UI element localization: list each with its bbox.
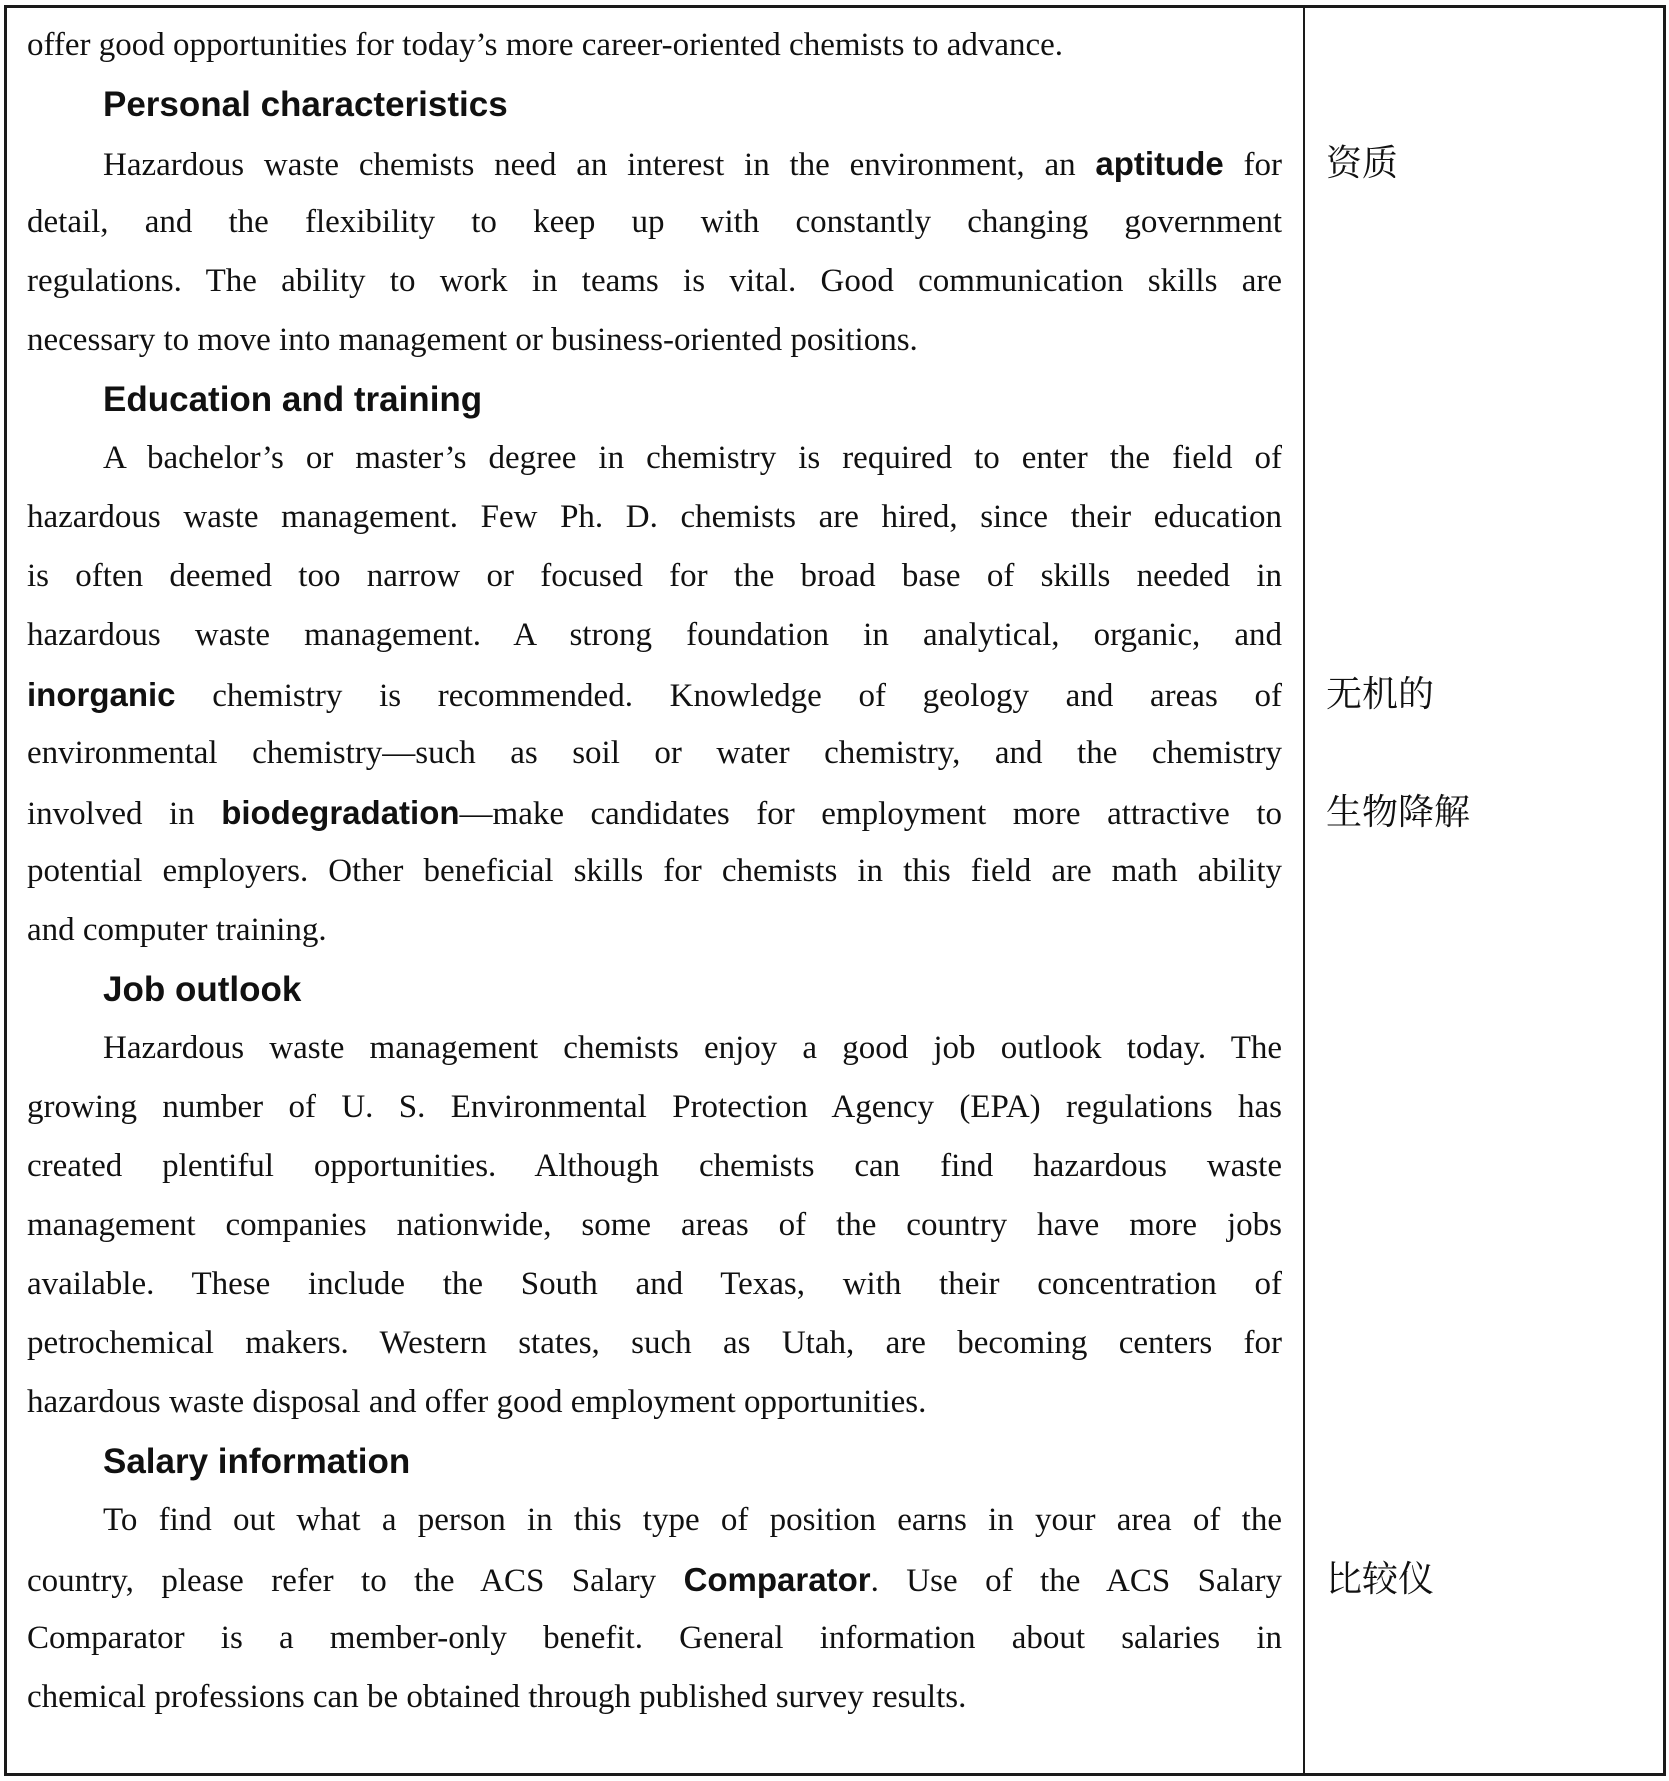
heading-salary-information: Salary information <box>103 1442 411 1481</box>
salary-line-2: country, please refer to the ACS Salary Comparator. Use of the ACS Salary <box>27 1561 1282 1599</box>
education-line-2: hazardous waste management. Few Ph. D. chemists are hired, since their education <box>27 499 1282 535</box>
education-line-3: is often deemed too narrow or focused for the broad base of skills needed in <box>27 558 1282 594</box>
keyword-comparator: Comparator <box>683 1561 871 1598</box>
salary-line-4: chemical professions can be obtained through published survey results. <box>27 1679 967 1715</box>
education-line-5: inorganic chemistry is recommended. Knowledge of geology and areas of <box>27 676 1282 714</box>
education-line-1: A bachelor’s or master’s degree in chemistry is required to enter the field of <box>103 440 1282 476</box>
gloss-aptitude: 资质 <box>1326 143 1399 184</box>
education-line-9: and computer training. <box>27 912 327 948</box>
keyword-biodegradation: biodegradation <box>221 794 460 831</box>
education-line-4: hazardous waste management. A strong foundation in analytical, organic, and <box>27 617 1282 653</box>
heading-job-outlook: Job outlook <box>103 970 302 1009</box>
outlook-line-4: management companies nationwide, some areas of the country have more jobs <box>27 1207 1282 1243</box>
outlook-line-1: Hazardous waste management chemists enjoy a good job outlook today. The <box>103 1030 1282 1066</box>
gloss-inorganic: 无机的 <box>1326 674 1435 715</box>
heading-personal-characteristics: Personal characteristics <box>103 85 508 124</box>
salary-line-1: To find out what a person in this type of position earns in your area of the <box>103 1502 1282 1538</box>
personal-line-3: regulations. The ability to work in teams is vital. Good communication skills are <box>27 263 1282 299</box>
keyword-aptitude: aptitude <box>1095 145 1224 182</box>
outlook-line-2: growing number of U. S. Environmental Protection Agency (EPA) regulations has <box>27 1089 1282 1125</box>
personal-line-1: Hazardous waste chemists need an interest in the environment, an aptitude for <box>103 145 1283 183</box>
outlook-line-5: available. These include the South and Texas, with their concentration of <box>27 1266 1282 1302</box>
education-line-8: potential employers. Other beneficial skills for chemists in this field are math ability <box>27 853 1282 889</box>
personal-line-4: necessary to move into management or business-oriented positions. <box>27 322 918 358</box>
education-line-7: involved in biodegradation—make candidates for employment more attractive to <box>27 794 1283 832</box>
heading-education-and-training: Education and training <box>103 380 483 419</box>
outlook-line-7: hazardous waste disposal and offer good employment opportunities. <box>27 1384 927 1420</box>
intro-line: offer good opportunities for today’s more career-oriented chemists to advance. <box>27 27 1064 63</box>
outlook-line-3: created plentiful opportunities. Although chemists can find hazardous waste <box>27 1148 1282 1184</box>
personal-line-2: detail, and the flexibility to keep up with constantly changing government <box>27 204 1282 240</box>
outlook-line-6: petrochemical makers. Western states, such as Utah, are becoming centers for <box>27 1325 1282 1361</box>
salary-line-3: Comparator is a member-only benefit. General information about salaries in <box>27 1620 1282 1656</box>
gloss-biodegradation: 生物降解 <box>1326 792 1471 833</box>
education-line-6: environmental chemistry—such as soil or water chemistry, and the chemistry <box>27 735 1282 771</box>
gloss-comparator: 比较仪 <box>1326 1559 1435 1600</box>
keyword-inorganic: inorganic <box>27 676 176 713</box>
column-divider <box>1303 5 1305 1776</box>
